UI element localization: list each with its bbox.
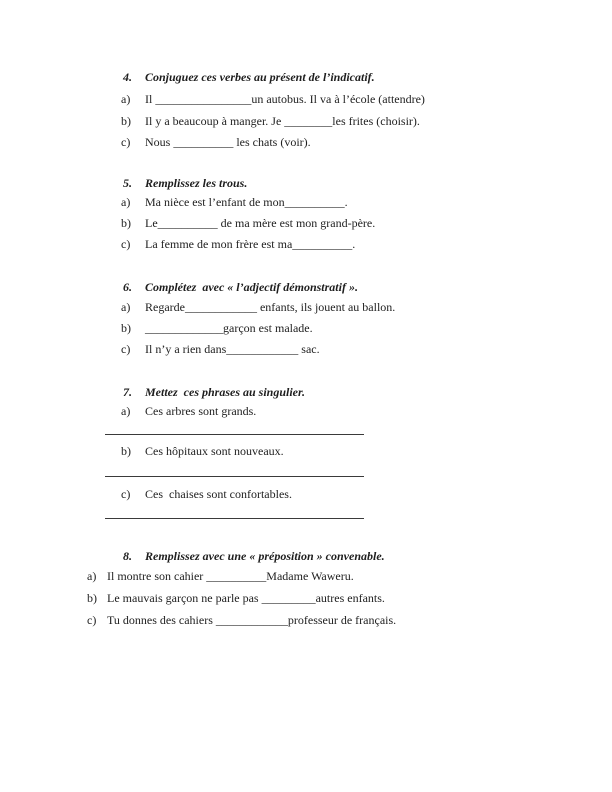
item-label: c) (121, 342, 131, 356)
item-label: a) (121, 195, 131, 209)
item-label: b) (121, 114, 131, 128)
section-5-title: Remplissez les trous. (145, 176, 248, 190)
exercise-line (0, 237, 612, 252)
exercise-line (0, 114, 612, 129)
item-label: c) (121, 487, 131, 501)
item-label: a) (87, 569, 97, 583)
item-label: c) (87, 613, 97, 627)
exercise-line (0, 92, 612, 107)
exercise-line (0, 321, 612, 336)
item-text: Tu donnes des cahiers ____________professeur de français. (107, 613, 397, 627)
answer-line (105, 476, 364, 477)
item-text: Il montre son cahier __________Madame Waweru. (107, 569, 354, 583)
item-label: b) (87, 591, 97, 605)
exercise-line (0, 569, 612, 584)
section-4-title: Conjuguez ces verbes au présent de l’indicatif. (145, 70, 375, 84)
section-4-heading (0, 70, 612, 85)
item-text: La femme de mon frère est ma__________. (145, 237, 356, 251)
exercise-line (0, 135, 612, 150)
section-5-number: 5. (123, 176, 132, 190)
section-7-number: 7. (123, 385, 132, 399)
section-7-heading (0, 385, 612, 400)
section-6-title: Complétez avec « l’adjectif démonstratif ». (145, 280, 358, 294)
item-text: _____________garçon est malade. (145, 321, 313, 335)
section-4-number: 4. (123, 70, 132, 84)
section-8-title: Remplissez avec une « préposition » convenable. (145, 549, 385, 563)
item-label: c) (121, 135, 131, 149)
exercise-line (0, 404, 612, 419)
item-label: b) (121, 444, 131, 458)
section-8-number: 8. (123, 549, 132, 563)
item-text: Ma nièce est l’enfant de mon__________. (145, 195, 348, 209)
exercise-line (0, 444, 612, 459)
exercise-line (0, 300, 612, 315)
exercise-line (0, 216, 612, 231)
item-text: Nous __________ les chats (voir). (145, 135, 311, 149)
section-6-heading (0, 280, 612, 295)
answer-line (105, 434, 364, 435)
section-5-heading (0, 176, 612, 191)
section-8-heading (0, 549, 612, 564)
exercise-line (0, 487, 612, 502)
item-label: a) (121, 300, 131, 314)
exercise-line (0, 613, 612, 628)
item-text: Le mauvais garçon ne parle pas _________autres enfants. (107, 591, 385, 605)
exercise-line (0, 195, 612, 210)
item-text: Regarde____________ enfants, ils jouent au ballon. (145, 300, 396, 314)
item-text: Il ________________un autobus. Il va à l’école (attendre) (145, 92, 425, 106)
section-7-title: Mettez ces phrases au singulier. (145, 385, 306, 399)
item-text: Ces hôpitaux sont nouveaux. (145, 444, 284, 458)
section-6-number: 6. (123, 280, 132, 294)
item-text: Ces arbres sont grands. (145, 404, 257, 418)
item-label: a) (121, 92, 131, 106)
item-text: Il n’y a rien dans____________ sac. (145, 342, 320, 356)
answer-line (105, 518, 364, 519)
item-label: b) (121, 216, 131, 230)
item-label: a) (121, 404, 131, 418)
item-text: Il y a beaucoup à manger. Je ________les frites (choisir). (145, 114, 420, 128)
item-label: b) (121, 321, 131, 335)
exercise-line (0, 342, 612, 357)
item-label: c) (121, 237, 131, 251)
item-text: Ces chaises sont confortables. (145, 487, 292, 501)
exercise-line (0, 591, 612, 606)
item-text: Le__________ de ma mère est mon grand-père. (145, 216, 376, 230)
